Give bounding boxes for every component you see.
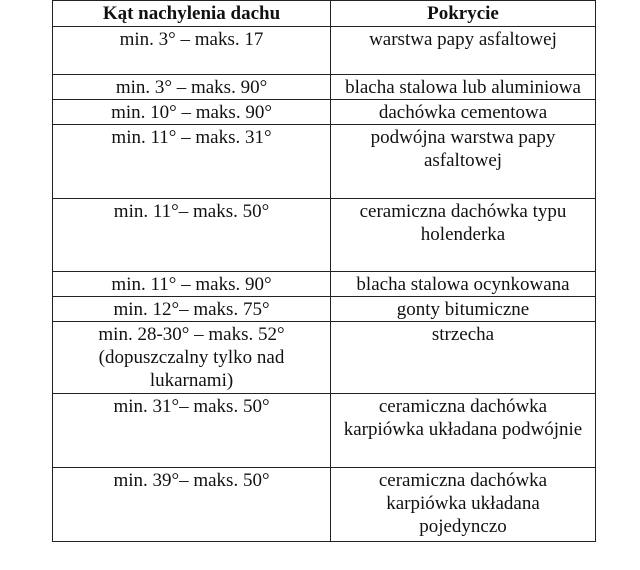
- roof-pitch-table: [52, 0, 596, 542]
- cell-angle: min. 11°– maks. 50°: [53, 199, 331, 272]
- table-row: [53, 100, 596, 125]
- cell-angle: min. 11° – maks. 90°: [53, 272, 331, 297]
- cell-angle: min. 28-30° – maks. 52° (dopuszczalny tylko nad lukarnami): [53, 322, 331, 394]
- header-covering: Pokrycie: [331, 1, 596, 27]
- cell-covering: blacha stalowa lub aluminiowa: [331, 75, 596, 100]
- table-row: [53, 322, 596, 394]
- cell-covering: podwójna warstwa papy asfaltowej: [331, 125, 596, 199]
- table-row: [53, 297, 596, 322]
- cell-angle: min. 12°– maks. 75°: [53, 297, 331, 322]
- cell-covering: gonty bitumiczne: [331, 297, 596, 322]
- table-row: [53, 27, 596, 75]
- cell-covering: ceramiczna dachówka typu holenderka: [331, 199, 596, 272]
- cell-angle: min. 3° – maks. 17: [53, 27, 331, 75]
- cell-covering: warstwa papy asfaltowej: [331, 27, 596, 75]
- table-row: [53, 394, 596, 468]
- cell-angle: min. 11° – maks. 31°: [53, 125, 331, 199]
- table-header-row: [53, 1, 596, 27]
- table-row: [53, 199, 596, 272]
- cell-covering: ceramiczna dachówka karpiówka układana pojedynczo: [331, 468, 596, 542]
- cell-angle: min. 31°– maks. 50°: [53, 394, 331, 468]
- table-row: [53, 75, 596, 100]
- cell-angle: min. 39°– maks. 50°: [53, 468, 331, 542]
- cell-covering: ceramiczna dachówka karpiówka układana podwójnie: [331, 394, 596, 468]
- cell-covering: blacha stalowa ocynkowana: [331, 272, 596, 297]
- cell-angle: min. 3° – maks. 90°: [53, 75, 331, 100]
- table-row: [53, 272, 596, 297]
- cell-covering: strzecha: [331, 322, 596, 394]
- cell-covering: dachówka cementowa: [331, 100, 596, 125]
- header-roof-angle: Kąt nachylenia dachu: [53, 1, 331, 27]
- cell-angle: min. 10° – maks. 90°: [53, 100, 331, 125]
- table-row: [53, 125, 596, 199]
- table-row: [53, 468, 596, 542]
